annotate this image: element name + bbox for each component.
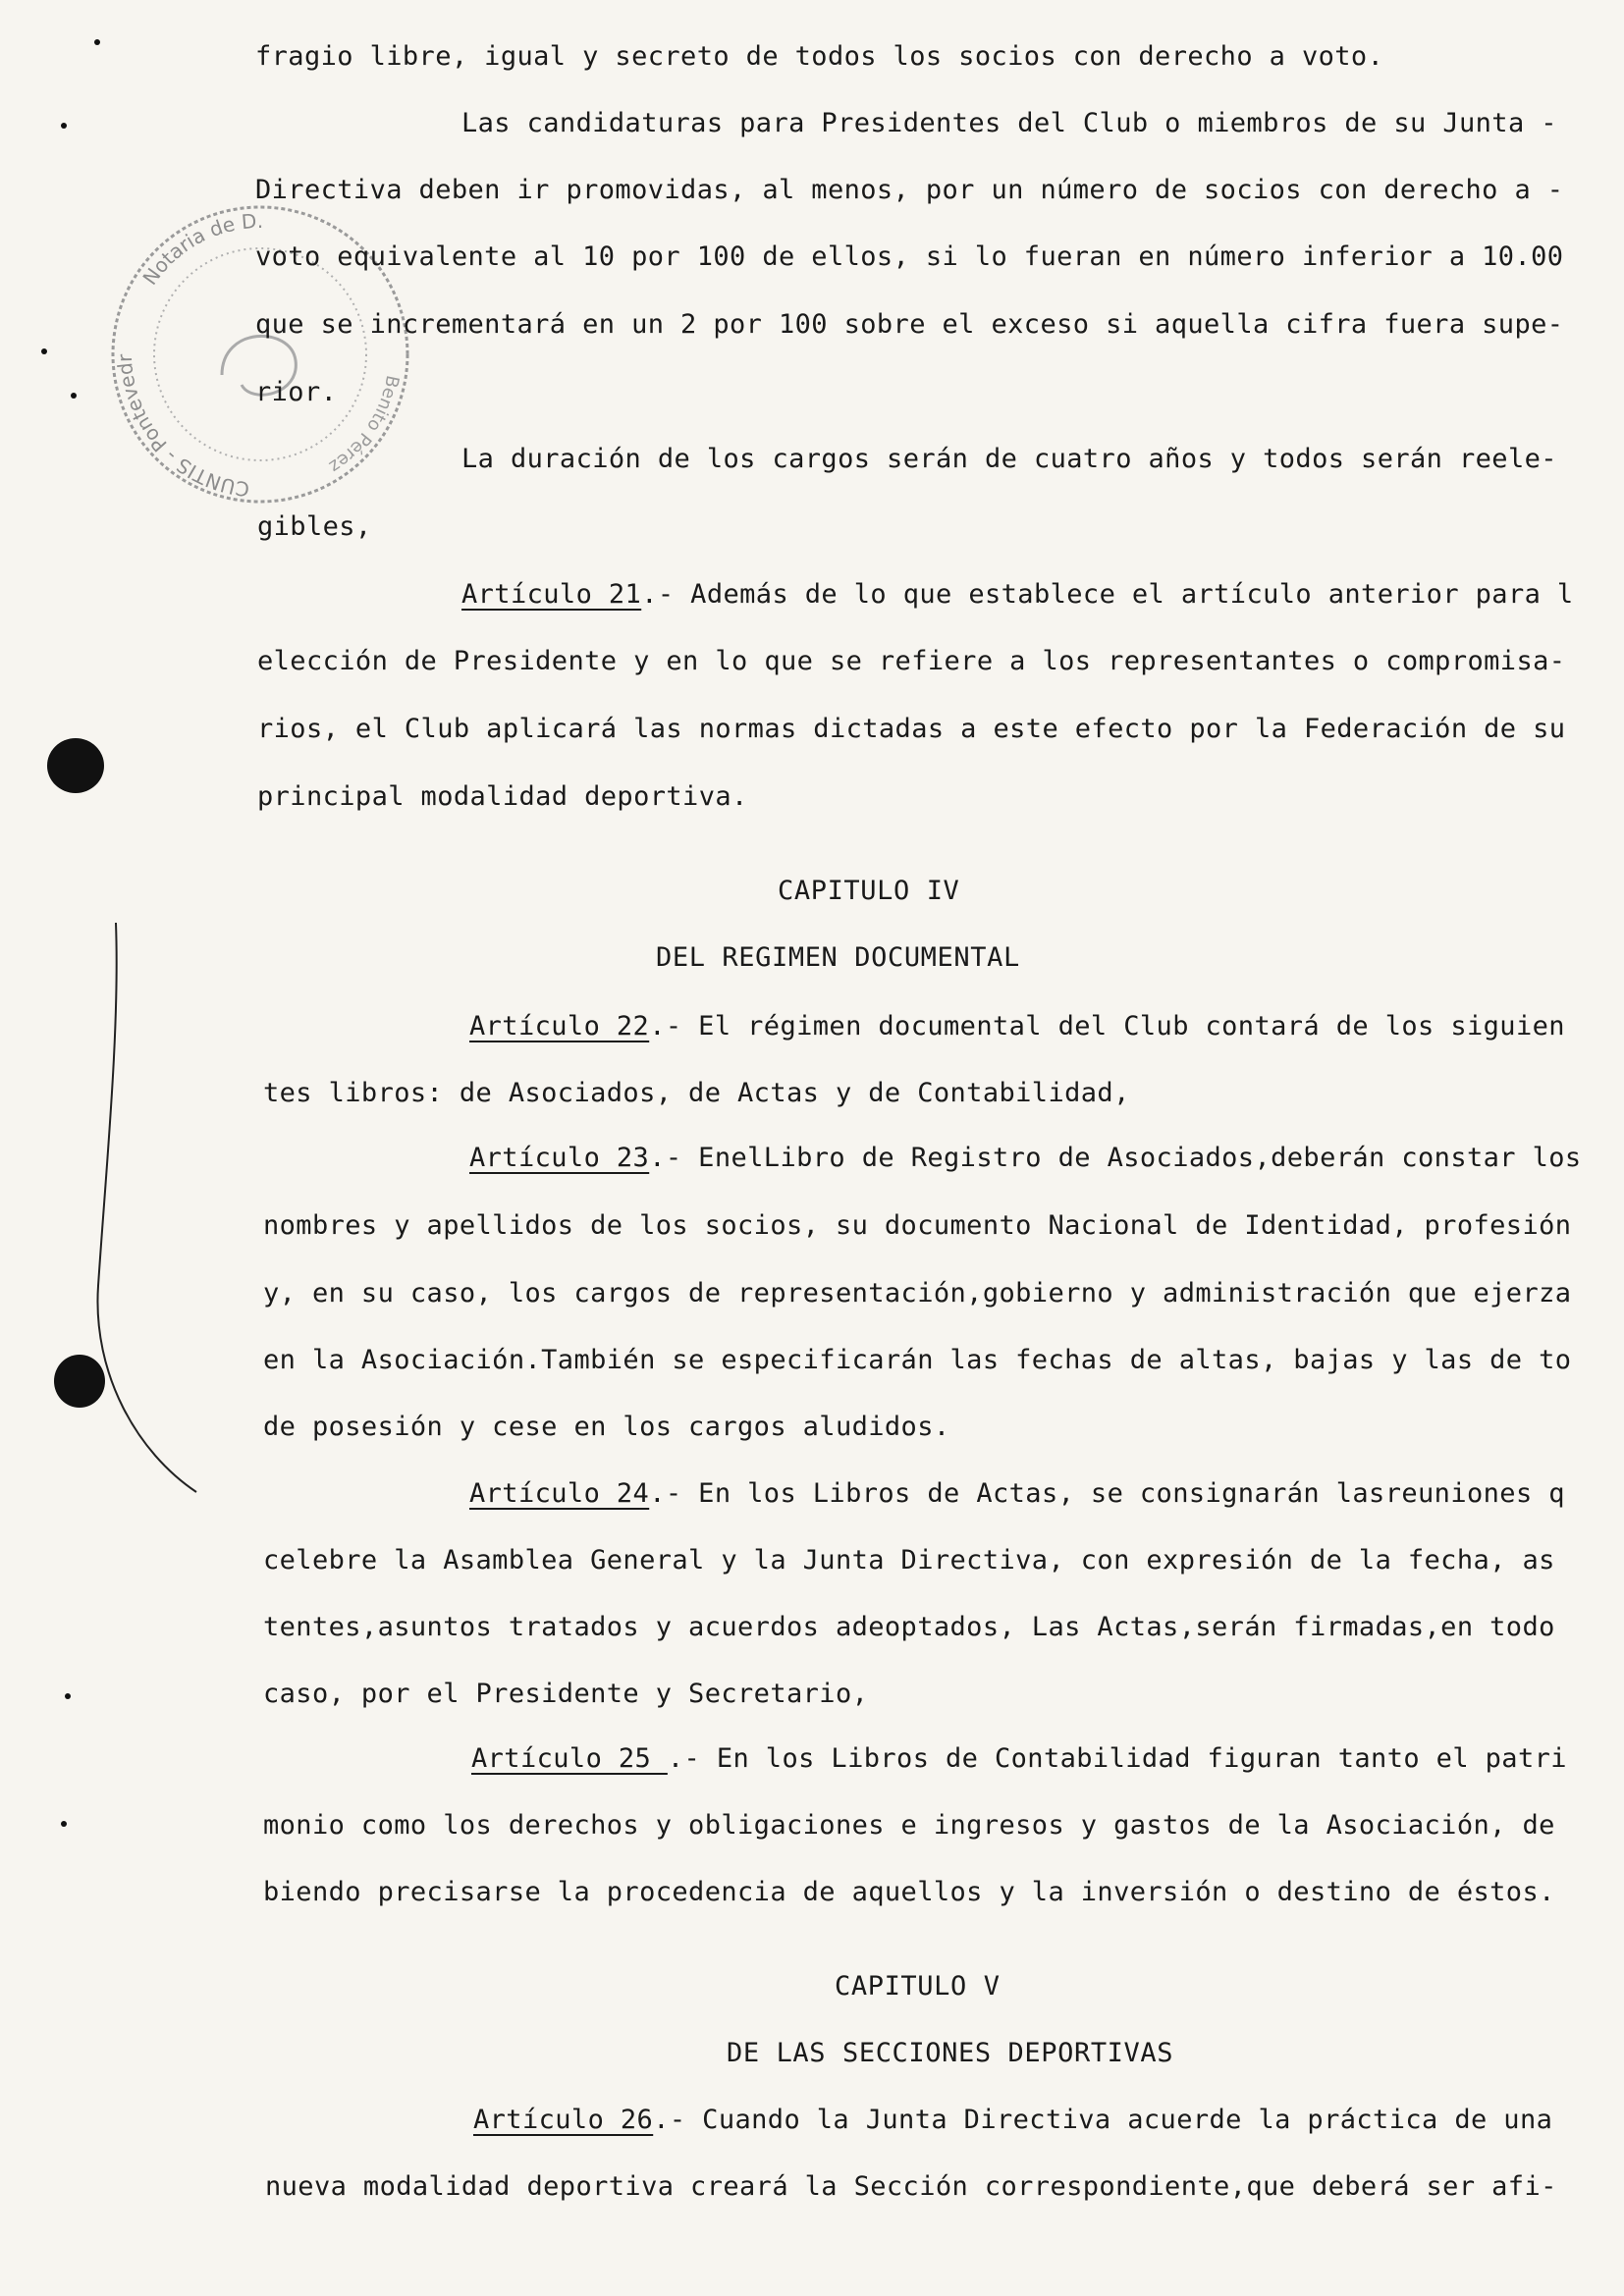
- stamp-top-text: Notaria de D.: [137, 208, 264, 290]
- article-22-label: Artículo 22: [469, 1011, 650, 1041]
- chapter-title: CAPITULO IV: [778, 876, 960, 906]
- text-line: nombres y apellidos de los socios, su documento Nacional de Identidad, profesión: [263, 1210, 1572, 1241]
- margin-ink-line: [59, 913, 206, 1502]
- article-23-label: Artículo 23: [469, 1143, 650, 1173]
- article-25-text: .- En los Libros de Contabilidad figuran tanto el patri: [667, 1743, 1567, 1774]
- text-line: de posesión y cese en los cargos aludidos.: [263, 1412, 950, 1442]
- text-line: que se incrementará en un 2 por 100 sobre el exceso si aquella cifra fuera supe-: [255, 309, 1564, 340]
- article-26-line: [473, 2105, 1552, 2135]
- article-23-text: .- EnelLibro de Registro de Asociados,deberán constar los: [649, 1143, 1582, 1173]
- article-21-line: [461, 579, 1574, 610]
- margin-dot: [65, 1693, 71, 1699]
- text-line: tentes,asuntos tratados y acuerdos adeoptados, Las Actas,serán firmadas,en todo: [263, 1612, 1555, 1642]
- text-line: elección de Presidente y en lo que se refiere a los representantes o compromisa-: [257, 646, 1566, 676]
- article-22-text: .- El régimen documental del Club contará de los siguien: [649, 1011, 1565, 1041]
- chapter-subtitle: DEL REGIMEN DOCUMENTAL: [656, 942, 1020, 973]
- text-line: rior.: [255, 377, 338, 407]
- article-21-label: Artículo 21: [461, 579, 642, 610]
- article-25-line: [471, 1743, 1567, 1774]
- text-line: principal modalidad deportiva.: [257, 781, 748, 812]
- margin-dot: [94, 39, 100, 45]
- text-line: Directiva deben ir promovidas, al menos, por un número de socios con derecho a -: [255, 175, 1564, 205]
- article-21-text: .- Además de lo que establece el artículo anterior para l: [641, 579, 1574, 610]
- margin-dot: [71, 393, 77, 399]
- margin-dot: [61, 123, 67, 129]
- text-line: Las candidaturas para Presidentes del Club o miembros de su Junta -: [461, 108, 1557, 138]
- article-24-line: [469, 1478, 1565, 1509]
- article-22-line: [469, 1011, 1565, 1041]
- text-line: La duración de los cargos serán de cuatro años y todos serán reele-: [461, 444, 1557, 474]
- stamp-left-text: CUNTIS - Pontevedr: [112, 353, 251, 502]
- text-line: gibles,: [257, 511, 372, 542]
- text-line: rios, el Club aplicará las normas dictadas a este efecto por la Federación de su: [257, 714, 1566, 744]
- margin-dot: [41, 348, 47, 354]
- margin-dot: [61, 1821, 67, 1827]
- text-line: fragio libre, igual y secreto de todos los socios con derecho a voto.: [255, 41, 1384, 72]
- text-line: celebre la Asamblea General y la Junta Directiva, con expresión de la fecha, as: [263, 1545, 1555, 1575]
- text-line: nueva modalidad deportiva creará la Sección correspondiente,que deberá ser afi-: [265, 2171, 1557, 2202]
- binder-hole: [47, 738, 104, 793]
- chapter-title: CAPITULO V: [835, 1971, 1001, 2002]
- stamp-right-text: Benito Pérez: [325, 373, 404, 477]
- article-24-text: .- En los Libros de Actas, se consignarán lasreuniones q: [649, 1478, 1565, 1509]
- chapter-subtitle: DE LAS SECCIONES DEPORTIVAS: [727, 2038, 1174, 2068]
- text-line: en la Asociación.También se especificarán las fechas de altas, bajas y las de to: [263, 1345, 1572, 1375]
- text-line: caso, por el Presidente y Secretario,: [263, 1679, 869, 1709]
- text-line: monio como los derechos y obligaciones e ingresos y gastos de la Asociación, de: [263, 1810, 1555, 1841]
- text-line: biendo precisarse la procedencia de aquellos y la inversión o destino de éstos.: [263, 1877, 1555, 1907]
- article-24-label: Artículo 24: [469, 1478, 650, 1509]
- text-line: tes libros: de Asociados, de Actas y de Contabilidad,: [263, 1078, 1130, 1108]
- notary-stamp: [94, 188, 426, 520]
- text-line: y, en su caso, los cargos de representación,gobierno y administración que ejerza: [263, 1278, 1572, 1308]
- text-line: voto equivalente al 10 por 100 de ellos, si lo fueran en número inferior a 10.00: [255, 241, 1564, 272]
- article-26-label: Artículo 26: [473, 2105, 654, 2135]
- article-25-label: Artículo 25: [471, 1743, 668, 1774]
- article-26-text: .- Cuando la Junta Directiva acuerde la práctica de una: [653, 2105, 1553, 2135]
- article-23-line: [469, 1143, 1582, 1173]
